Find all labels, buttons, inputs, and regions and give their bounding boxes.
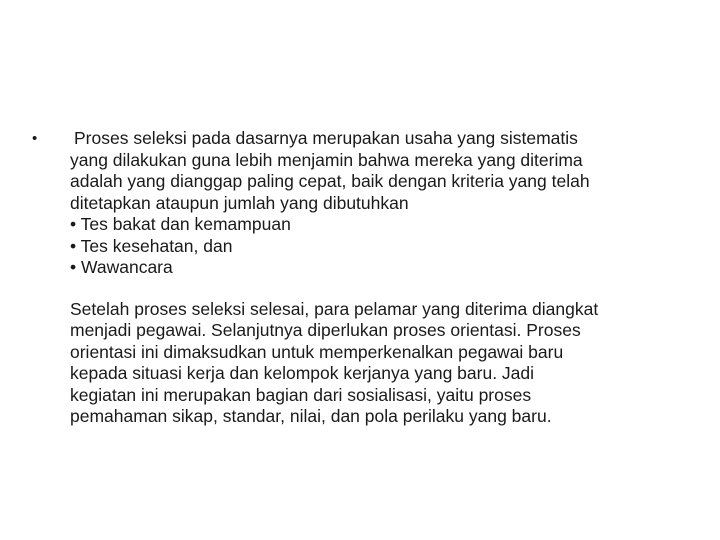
paragraph-gap xyxy=(70,279,688,299)
closing-line: kepada situasi kerja dan kelompok kerjanya yang baru. Jadi xyxy=(70,363,535,383)
sub-item-tes-bakat: • Tes bakat dan kemampuan xyxy=(70,214,291,234)
sub-item-wawancara: • Wawancara xyxy=(70,257,173,277)
closing-line: menjadi pegawai. Selanjutnya diperlukan proses orientasi. Proses xyxy=(70,320,581,340)
closing-line: orientasi ini dimaksudkan untuk memperkenalkan pegawai baru xyxy=(70,341,564,362)
closing-line: pemahaman sikap, standar, nilai, dan pola perilaku yang baru. xyxy=(70,406,552,426)
closing-line: kegiatan ini merupakan bagian dari sosialisasi, yaitu proses xyxy=(70,384,532,405)
bullet-content xyxy=(70,128,688,428)
closing-line: Setelah proses seleksi selesai, para pelamar yang diterima diangkat xyxy=(70,298,599,319)
intro-line: ditetapkan ataupun jumlah yang dibutuhkan xyxy=(70,192,409,213)
intro-line: Proses seleksi pada dasarnya merupakan usaha yang sistematis xyxy=(74,128,578,148)
sub-item-tes-kesehatan: • Tes kesehatan, dan xyxy=(70,235,233,256)
bullet-point xyxy=(28,128,688,428)
intro-line: adalah yang dianggap paling cepat, baik dengan kriteria yang telah xyxy=(70,171,590,191)
intro-line: yang dilakukan guna lebih menjamin bahwa mereka yang diterima xyxy=(70,149,583,170)
bullet-icon: • xyxy=(32,130,38,147)
